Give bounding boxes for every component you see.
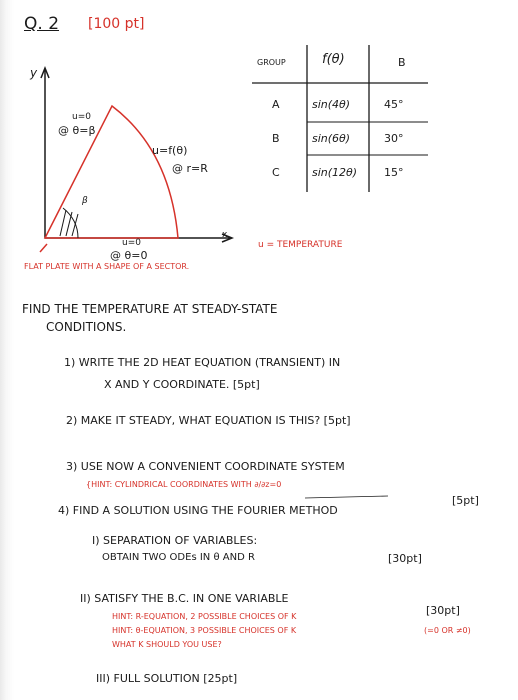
subtask-2-points: [30pt] bbox=[426, 604, 460, 617]
table-row-c-b: 15° bbox=[384, 166, 404, 179]
subtask-2-hint-2: HINT: θ-EQUATION, 3 POSSIBLE CHOICES OF K bbox=[112, 626, 297, 635]
question-number: Q. 2 bbox=[24, 14, 60, 34]
table-header-group: GROUP bbox=[257, 58, 286, 67]
arc-bc-location: @ r=R bbox=[172, 162, 208, 175]
subtask-2-hint-side: (=0 OR ≠0) bbox=[424, 626, 471, 635]
left-bc-location: @ θ=β bbox=[58, 124, 96, 137]
bottom-bc-label: u=0 bbox=[122, 238, 141, 248]
table-row-b-f: sin(6θ) bbox=[312, 132, 351, 145]
question-points: [100 pt] bbox=[88, 16, 145, 32]
table-row-c-group: C bbox=[272, 166, 280, 179]
task-3-line-1: 3) USE NOW A CONVENIENT COORDINATE SYSTEM bbox=[66, 460, 345, 473]
task-1-line-2: X AND Y COORDINATE. [5pt] bbox=[104, 378, 260, 391]
table-row-b-group: B bbox=[272, 132, 280, 145]
task-4: 4) FIND A SOLUTION USING THE FOURIER METHOD bbox=[58, 504, 338, 517]
subtask-1-line-2: OBTAIN TWO ODEs IN θ AND R bbox=[102, 552, 255, 563]
intro-line-1: FIND THE TEMPERATURE AT STEADY-STATE bbox=[22, 302, 278, 316]
table-row-a-b: 45° bbox=[384, 98, 404, 111]
task-1-line-1: 1) WRITE THE 2D HEAT EQUATION (TRANSIENT) IN bbox=[64, 356, 341, 369]
subtask-2-hint-3: WHAT K SHOULD YOU USE? bbox=[112, 640, 222, 649]
table-row-a-group: A bbox=[272, 98, 280, 111]
table-row-a-f: sin(4θ) bbox=[312, 98, 351, 111]
intro-line-2: CONDITIONS. bbox=[46, 320, 127, 334]
bottom-bc-location: @ θ=0 bbox=[110, 249, 148, 262]
subtask-2-hint-1: HINT: R-EQUATION, 2 POSSIBLE CHOICES OF K bbox=[112, 612, 297, 621]
table-legend: u = TEMPERATURE bbox=[258, 240, 343, 250]
table-header-b: B bbox=[398, 56, 406, 69]
angle-label: β bbox=[82, 196, 88, 206]
table-header-f: f(θ) bbox=[322, 52, 345, 67]
task-3-points: [5pt] bbox=[452, 494, 479, 507]
subtask-1-points: [30pt] bbox=[388, 552, 422, 565]
plate-note: FLAT PLATE WITH A SHAPE OF A SECTOR. bbox=[24, 262, 190, 271]
task-3-hint: {HINT: CYLINDRICAL COORDINATES WITH ∂/∂z=0 bbox=[86, 480, 282, 489]
subtask-3: III) FULL SOLUTION [25pt] bbox=[96, 672, 238, 685]
subtask-1-line-1: I) SEPARATION OF VARIABLES: bbox=[92, 534, 258, 547]
table-row-b-b: 30° bbox=[384, 132, 404, 145]
x-axis-label: x bbox=[222, 230, 228, 240]
y-axis-label: y bbox=[30, 66, 38, 80]
table-row-c-f: sin(12θ) bbox=[312, 166, 358, 179]
task-2: 2) MAKE IT STEADY, WHAT EQUATION IS THIS? [5pt] bbox=[66, 414, 351, 427]
arc-bc-label: u=f(θ) bbox=[152, 144, 188, 157]
left-bc-label: u=0 bbox=[72, 112, 91, 122]
subtask-2-line-1: II) SATISFY THE B.C. IN ONE VARIABLE bbox=[80, 592, 289, 605]
